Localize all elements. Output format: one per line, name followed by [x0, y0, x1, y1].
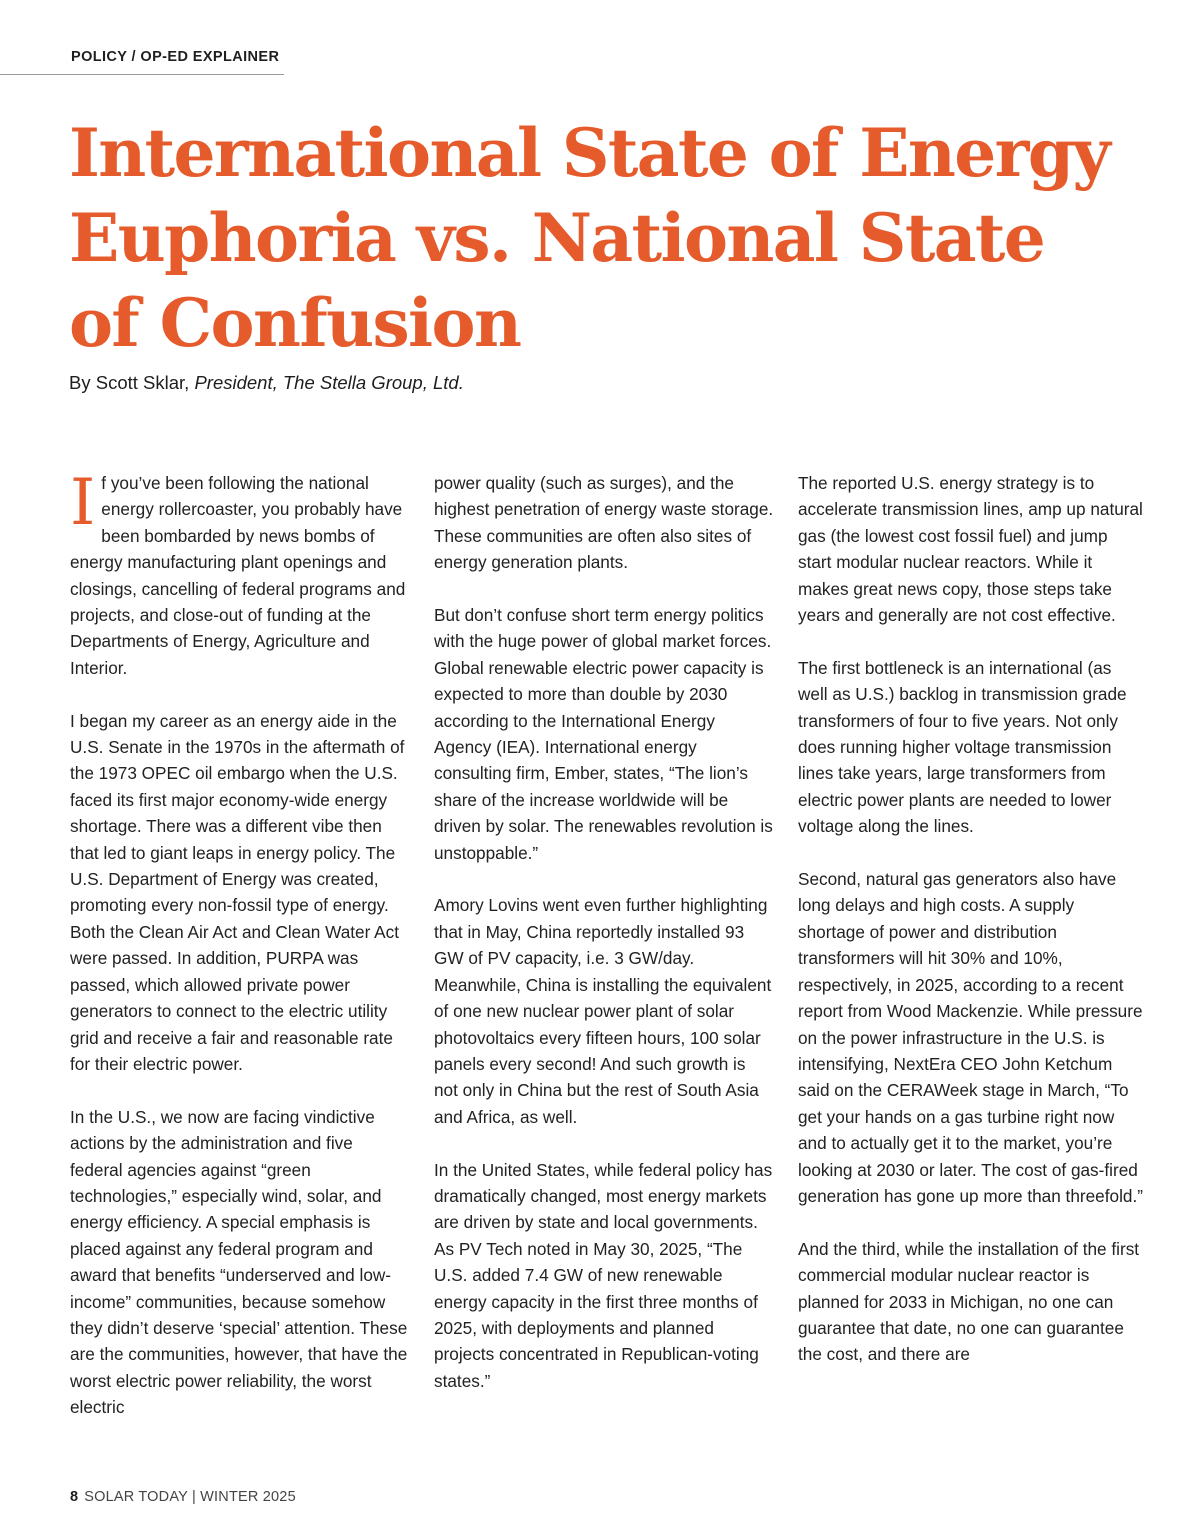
paragraph: [70, 466, 410, 681]
paragraph: But don’t confuse short term energy politics with the huge power of global market forces. Global renewable electric power capacity is expected to more than double by 2030 according to the International Energy Agency (IEA). International energy consulting firm, Ember, states, “The lion’s share of the increase worldwide will be driven by solar. The renewables revolution is unstoppable.”: [434, 605, 773, 863]
article-column-2: [434, 470, 774, 1394]
page-footer: [70, 1489, 296, 1505]
byline-role: President, The Stella Group, Ltd.: [194, 372, 464, 393]
drop-cap: I: [70, 466, 96, 540]
paragraph: I began my career as an energy aide in the U.S. Senate in the 1970s in the aftermath of the 1973 OPEC oil embargo when the U.S. faced its first major economy-wide energy shortage. There was a different vibe then that led to giant leaps in energy policy. The U.S. Department of Energy was created, promoting every non-fossil type of energy. Both the Clean Air Act and Clean Water Act were passed. In addition, PURPA was passed, which allowed private power generators to connect to the electric utility grid and receive a fair and reasonable rate for their electric power.: [70, 710, 405, 1074]
paragraph: And the third, while the installation of the first commercial modular nuclear reactor is planned for 2033 in Michigan, no one can guarantee that date, no one can guarantee the cost, and there are: [798, 1238, 1140, 1365]
section-tag-rule: [0, 74, 284, 75]
headline-line-1: International State of Energy: [69, 114, 1110, 192]
paragraph: power quality (such as surges), and the highest penetration of energy waste storage. These communities are often also sites of energy generation plants.: [434, 473, 774, 573]
paragraph: In the United States, while federal policy has dramatically changed, most energy markets are driven by state and local governments. As PV Tech noted in May 30, 2025, “The U.S. added 7.4 GW of new renewable energy capacity in the first three months of 2025, with deployments and planned projects concentrated in Republican-voting states.”: [434, 1159, 773, 1391]
paragraph: The reported U.S. energy strategy is to accelerate transmission lines, amp up natural gas (the lowest cost fossil fuel) and jump start modular nuclear reactors. While it makes great news copy, those steps take years and generally are not cost effective.: [798, 473, 1143, 626]
paragraph-text: f you’ve been following the national energy rollercoaster, you probably have been bombarded by news bombs of energy manufacturing plant openings and closings, cancelling of federal programs and projects, and close-out of funding at the Departments of Energy, Agriculture and Interior.: [70, 473, 406, 678]
article-column-3: [798, 470, 1143, 1368]
headline-line-3: of Confusion: [69, 284, 521, 362]
article-headline: [69, 111, 1149, 366]
section-tag: POLICY / OP-ED EXPLAINER: [71, 49, 280, 65]
paragraph: In the U.S., we now are facing vindictive actions by the administration and five federal agencies against “green technologies,” especially wind, solar, and energy efficiency. A special emphasis is placed against any federal program and award that benefits “underserved and low-income” communities, because somehow they didn’t deserve ‘special’ attention. These are the communities, however, that have the worst electric power reliability, the worst electric: [70, 1106, 408, 1418]
byline-author: By Scott Sklar,: [69, 372, 195, 393]
headline-line-2: Euphoria vs. National State: [69, 199, 1045, 277]
paragraph: Amory Lovins went even further highlighting that in May, China reportedly installed 93 GW of PV capacity, i.e. 3 GW/day. Meanwhile, China is installing the equivalent of one new nuclear power plant of solar photovoltaics every fifteen hours, 100 solar panels every second! And such growth is not only in China but the rest of South Asia and Africa, as well.: [434, 895, 772, 1127]
page-number: 8: [70, 1489, 79, 1505]
article-column-1: [70, 466, 410, 1421]
paragraph: The first bottleneck is an international (as well as U.S.) backlog in transmission grade transformers of four to five years. Not only does running higher voltage transmission lines take years, large transformers from electric power plants are needed to lower voltage along the lines.: [798, 657, 1127, 837]
publication-issue: SOLAR TODAY | WINTER 2025: [84, 1489, 296, 1505]
paragraph: Second, natural gas generators also have long delays and high costs. A supply shortage of power and distribution transformers will hit 30% and 10%, respectively, in 2025, according to a recent report from Wood Mackenzie. While pressure on the power infrastructure in the U.S. is intensifying, NextEra CEO John Ketchum said on the CERAWeek stage in March, “To get your hands on a gas turbine right now and to actually get it to the market, you’re looking at 2030 or later. The cost of gas-fired generation has gone up more than threefold.”: [798, 869, 1143, 1206]
byline: [69, 372, 464, 394]
